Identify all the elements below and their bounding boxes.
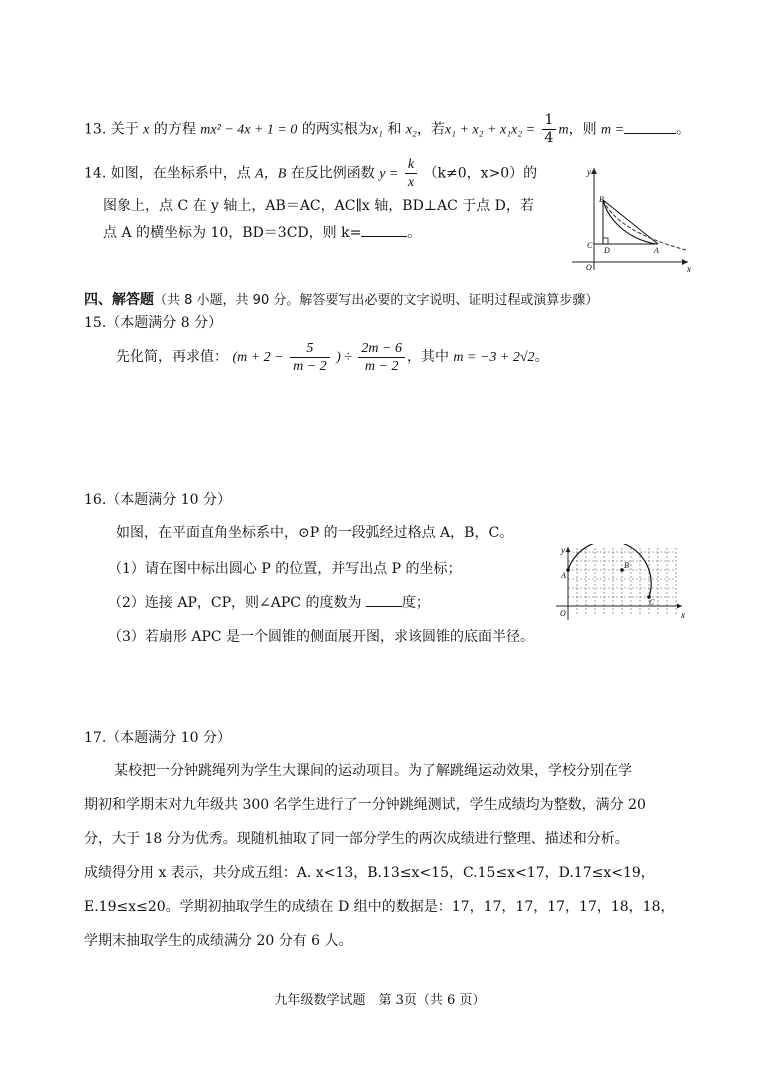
question-14-line2: 图象上，点 C 在 y 轴上，AB＝AC，AC∥x 轴，BD⊥AC 于点 D，若 (103, 198, 534, 214)
q14-number: 14. (84, 165, 107, 182)
q15-fraction-1: $\frac{5}{m - 2}$ (290, 340, 330, 375)
q14-fig-c-label: C (587, 241, 593, 250)
q14-fig-a-label: A (654, 246, 659, 255)
question-16-part2: （2）连接 AP，CP，则∠APC 的度数为 度； (108, 595, 430, 611)
question-17-line3: 分，大于 18 分为优秀。现随机抽取了同一部分学生的两次成绩进行整理、描述和分析。 (84, 831, 629, 847)
q13-equation: mx² − 4x + 1 = 0 (200, 122, 298, 138)
q13-fraction: $\frac{1}{4}$ (542, 112, 557, 147)
question-17-header: 17.（本题满分 10 分） (84, 730, 231, 746)
question-13: 13. 关于 x 的方程 mx² − 4x + 1 = 0 的两实根为x₁ 和 x₂，若x₁ + x₂ + x₁x₂ = $\frac{1}{4}$ m，则 m = 。 (84, 112, 691, 146)
q13-text: ，若 (416, 121, 445, 138)
q16-fig-b-label: B (624, 561, 629, 570)
question-16-header: 16.（本题满分 10 分） (84, 492, 231, 508)
q14-fig-x-label: x (687, 264, 691, 274)
q14-fig-d-label: D (604, 246, 610, 255)
question-14-line3: 点 A 的横坐标为 10，BD＝3CD，则 k= 。 (103, 225, 422, 241)
question-15-body: 先化简，再求值： (m + 2 − $\frac{5}{m - 2}$ ) ÷ $\frac{2m - 6}{m - 2}$ ，其中 m = −3 + 2√2。 (116, 340, 549, 374)
q16-fig-y-label: y (561, 545, 565, 555)
q13-var-m: m (558, 122, 569, 138)
question-16-intro: 如图，在平面直角坐标系中，⊙P 的一段弧经过格点 A，B，C。 (116, 525, 514, 541)
q16-fig-c-label: C (649, 598, 655, 607)
q13-x1: x₁ (371, 122, 383, 138)
q14-function-fraction: $\frac{k}{x}$ (405, 156, 417, 191)
q13-x2: x₂ (405, 122, 417, 138)
q16-grid-figure (548, 544, 688, 624)
question-16-part3: （3）若扇形 APC 是一个圆锥的侧面展开图，求该圆锥的底面半径。 (108, 629, 535, 645)
q14-fig-o-label: O (586, 263, 592, 272)
q14-answer-blank[interactable] (361, 236, 407, 237)
question-17-line6: 学期末抽取学生的成绩满分 20 分有 6 人。 (84, 933, 353, 949)
question-17-line4: 成绩得分用 x 表示，共分成五组：A. x<13，B.13≤x<15，C.15≤x<17，D.17≤x<19， (84, 865, 655, 881)
q14-fig-b-label: B (599, 195, 604, 204)
question-17-line5: E.19≤x≤20。学期初抽取学生的成绩在 D 组中的数据是：17，17，17，17，17，18，18， (84, 899, 675, 915)
section-4-heading: 四、解答题（共 8 小题，共 90 分。解答要写出必要的文字说明、证明过程或演算步骤） (84, 292, 599, 308)
q13-number: 13. (84, 121, 107, 138)
q13-answer-blank[interactable] (624, 133, 676, 134)
q13-text: 关于 (110, 121, 139, 138)
q14-fig-y-label: y (587, 167, 591, 177)
q16-fig-o-label: O (560, 609, 566, 618)
q15-value: m = −3 + 2√2 (453, 350, 535, 365)
q13-text: 和 (387, 121, 402, 138)
q13-var-x: x (143, 122, 150, 138)
q13-text: 的两实根为 (301, 121, 372, 138)
q14-figure (570, 164, 694, 274)
q13-text: 的方程 (153, 121, 196, 138)
question-16-part1: （1）请在图中标出圆心 P 的位置，并写出点 P 的坐标； (108, 561, 462, 577)
question-15-header: 15.（本题满分 8 分） (84, 315, 223, 331)
q15-fraction-2: $\frac{2m - 6}{m - 2}$ (358, 340, 405, 375)
q13-condition: x₁ + x₂ + x₁x₂ = (444, 122, 536, 138)
q16-fig-x-label: x (681, 610, 685, 620)
q13-var-m: m = (601, 122, 625, 138)
q16-fig-a-label: A (561, 571, 566, 580)
question-17-line1: 某校把一分钟跳绳列为学生大课间的运动项目。为了解跳绳运动效果，学校分别在学 (114, 763, 632, 779)
question-17-line2: 期初和学期末对九年级共 300 名学生进行了一分钟跳绳测试，学生成绩均为整数，满分 20 (84, 797, 646, 813)
q13-text: ，则 (568, 121, 597, 138)
question-14-line1: 14. 如图，在坐标系中，点 A，B 在反比例函数 y = $\frac{k}{x}$ （k≠0，x>0）的 (84, 157, 538, 190)
q16-answer-blank[interactable] (366, 606, 402, 607)
page-footer: 九年级数学试题 第 3页（共 6 页） (274, 993, 486, 1008)
